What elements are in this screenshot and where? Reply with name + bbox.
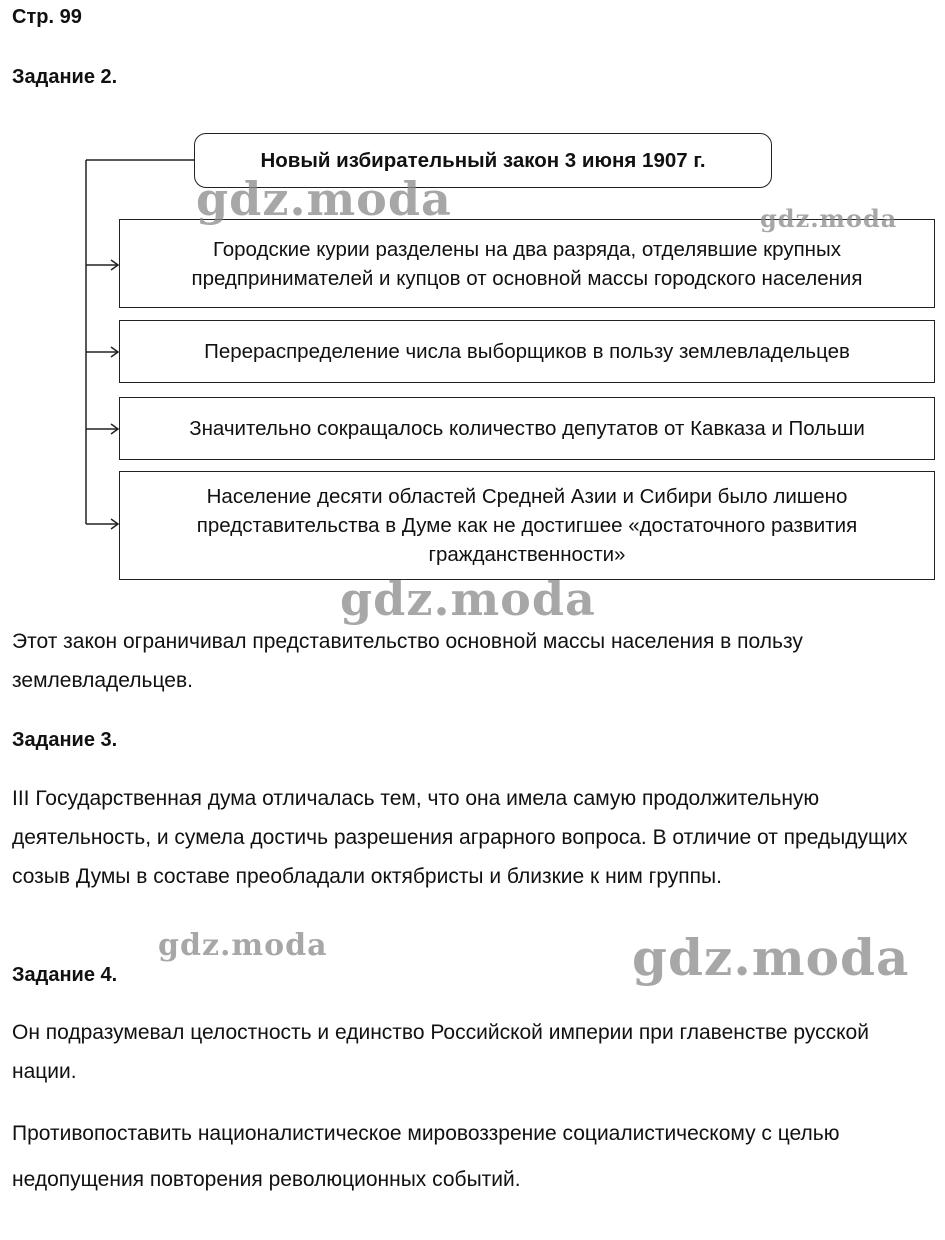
watermark: gdz.moda [632, 928, 910, 987]
task4-heading: Задание 4. [12, 964, 118, 986]
watermark: gdz.moda [158, 928, 328, 963]
task4-answer-2: Противопоставить националистическое мировоззрение социалистическому с целью недопущения повторения революционных событий. [12, 1122, 840, 1191]
diagram-box-1: Городские курии разделены на два разряда, отделявшие крупных предпринимателей и купцов от основной массы городского населения [119, 219, 935, 308]
watermark: gdz.moda [196, 172, 452, 226]
task2-heading: Задание 2. [12, 66, 118, 88]
task3-answer: III Государственная дума отличалась тем, что она имела самую продолжительную деятельность, и сумела достичь разрешения аграрного вопроса. В отличие от предыдущих созыв Думы в составе преобладали октябристы и близкие к ним группы. [12, 787, 908, 888]
task3-heading: Задание 3. [12, 729, 118, 751]
task2-answer: Этот закон ограничивал представительство основной массы населения в пользу землевладельцев. [12, 630, 803, 692]
diagram-box-3: Значительно сокращалось количество депутатов от Кавказа и Польши [119, 397, 935, 460]
diagram-title: Новый избирательный закон 3 июня 1907 г. [194, 133, 772, 188]
diagram-box-4: Население десяти областей Средней Азии и Сибири было лишено представительства в Думе как не достигшее «достаточного развития гражданственности» [119, 471, 935, 580]
watermark: gdz.moda [340, 572, 596, 626]
diagram-box-2: Перераспределение числа выборщиков в пользу землевладельцев [119, 320, 935, 383]
page-label: Стр. 99 [12, 6, 82, 28]
watermark: gdz.moda [760, 204, 898, 233]
task4-answer-1: Он подразумевал целостность и единство Российской империи при главенстве русской нации. [12, 1021, 869, 1083]
